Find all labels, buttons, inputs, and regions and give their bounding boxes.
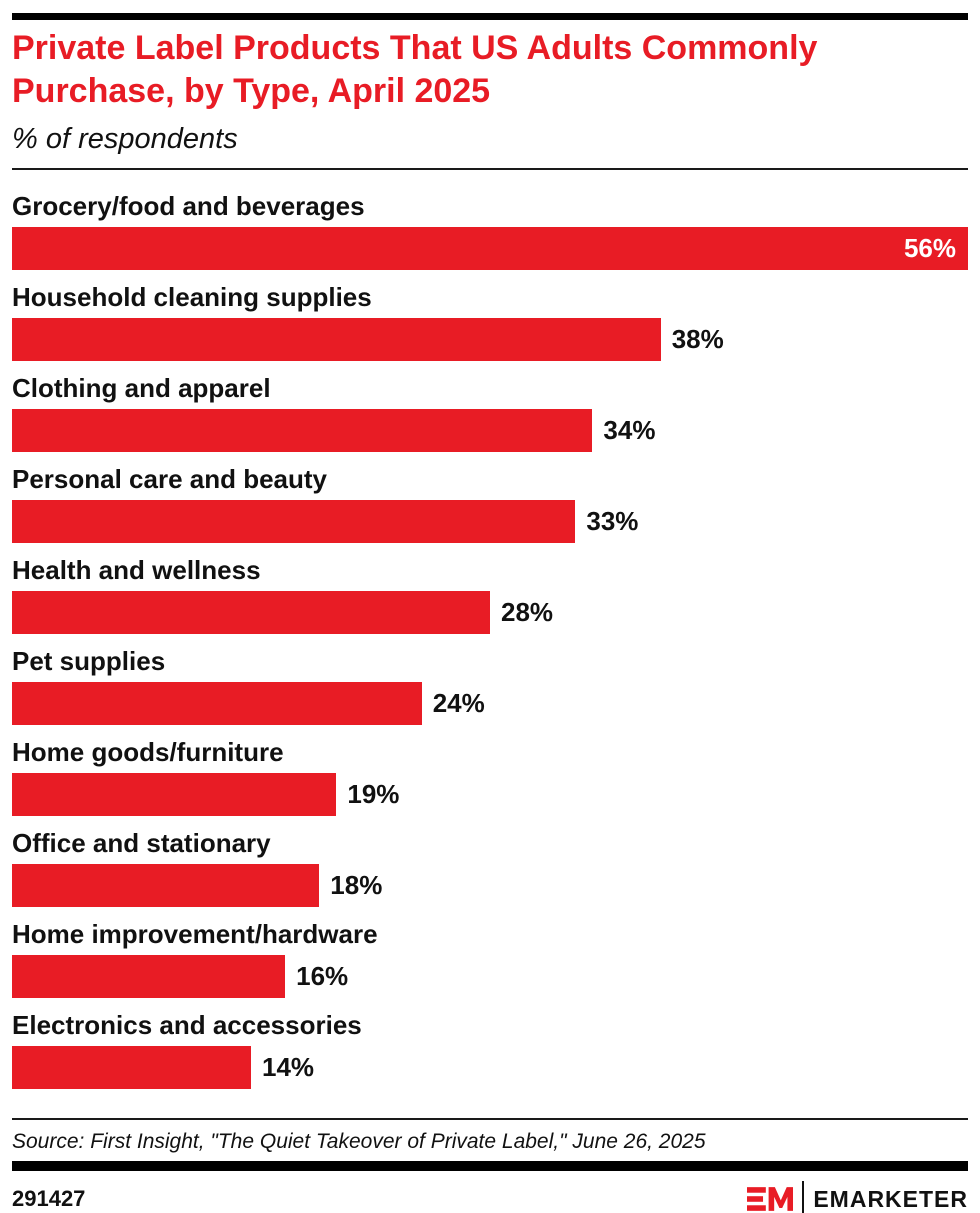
bar-value-label: 16% [296,961,349,991]
footer [12,1181,968,1213]
chart-row [12,282,968,361]
bar-value-label: 34% [603,415,656,445]
footer-divider-line [12,1118,968,1120]
bar-line [12,1046,968,1089]
chart-row [12,737,968,816]
header-divider-line [12,168,968,170]
bar [12,318,661,361]
bar-category-label: Pet supplies [12,646,166,676]
bar-category-label: Office and stationary [12,828,271,858]
bar-value-label: 14% [262,1052,315,1082]
bar-line [12,500,968,543]
logo-divider [802,1181,804,1213]
bar-line [12,227,968,270]
chart-row [12,555,968,634]
top-divider-bar [12,13,968,20]
chart-title: Private Label Products That US Adults Commonly Purchase, by Type, April 2025 [12,29,818,110]
chart-row [12,191,968,270]
bar [12,682,422,725]
bar [12,500,575,543]
bar-category-label: Health and wellness [12,555,261,585]
em-monogram-icon [747,1186,793,1212]
bar-category-label: Personal care and beauty [12,464,328,494]
emarketer-wordmark: EMARKETER [813,1185,968,1212]
chart-row [12,828,968,907]
bar [12,864,319,907]
bar-value-label: 18% [330,870,383,900]
chart-row [12,464,968,543]
bar-value-label: 24% [432,688,485,718]
bar-line [12,682,968,725]
source-note: Source: First Insight, "The Quiet Takeover of Private Label," June 26, 2025 [12,1130,706,1153]
bar-category-label: Household cleaning supplies [12,282,372,312]
chart-row [12,1010,968,1089]
bar [12,409,592,452]
bar [12,773,336,816]
bar-value-label: 38% [671,324,724,354]
bar-category-label: Electronics and accessories [12,1010,362,1040]
chart-subtitle: % of respondents [12,123,238,155]
bar-category-label: Home improvement/hardware [12,919,378,949]
bar-line [12,591,968,634]
bar-value-label: 19% [347,779,400,809]
chart-row [12,919,968,998]
bar [12,591,490,634]
bar [12,955,285,998]
bar-value-label: 28% [501,597,554,627]
chart-id: 291427 [12,1186,86,1211]
bar-line [12,955,968,998]
bar-category-label: Grocery/food and beverages [12,191,365,221]
bar-value-label: 33% [586,506,639,536]
bar-line [12,773,968,816]
bar-line [12,864,968,907]
bar [12,227,968,270]
emarketer-logo [747,1181,968,1213]
bar-category-label: Clothing and apparel [12,373,271,403]
bar [12,1046,251,1089]
bar-value-label: 56% [903,233,956,263]
bottom-divider-bar [12,1161,968,1171]
bar-line [12,318,968,361]
chart-row [12,373,968,452]
chart-row [12,646,968,725]
bar-line [12,409,968,452]
bar-chart [12,191,968,1089]
bar-category-label: Home goods/furniture [12,737,284,767]
